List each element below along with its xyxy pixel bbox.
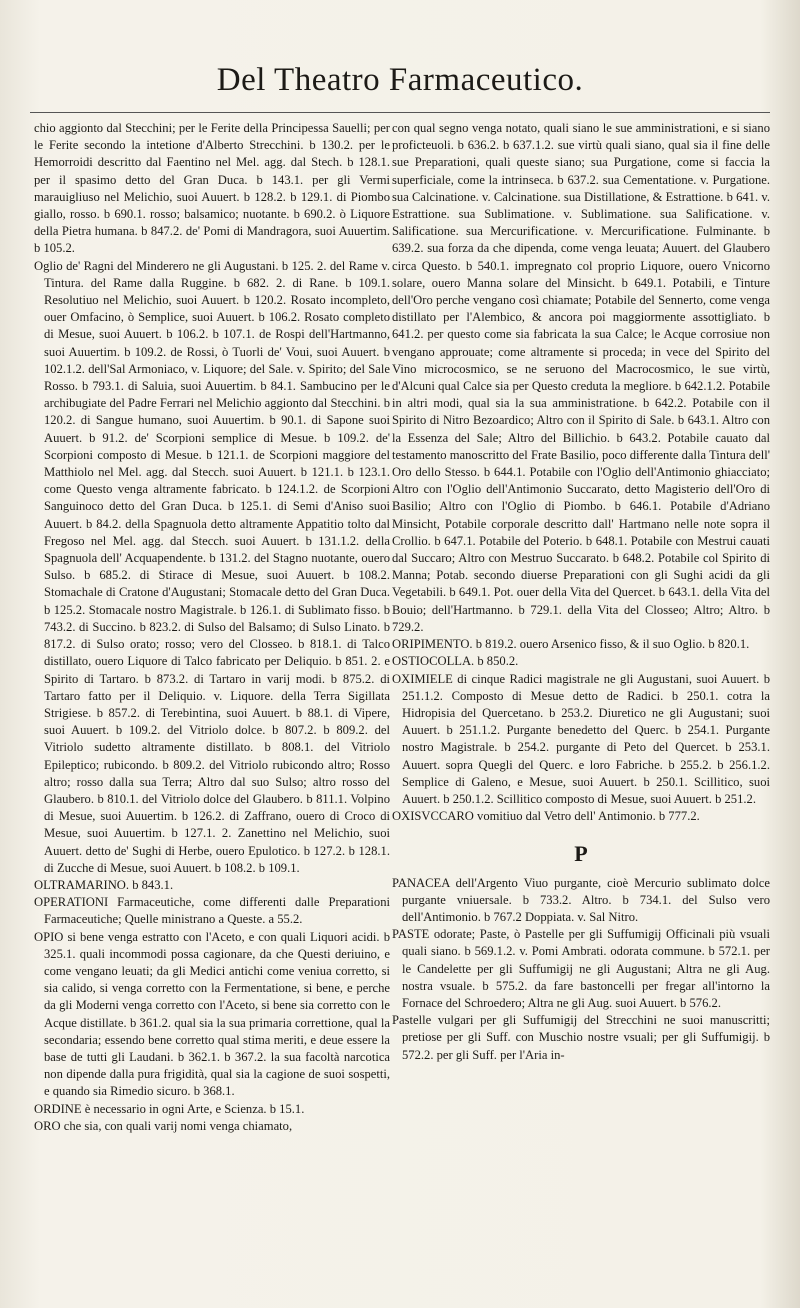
section-letter: P (574, 841, 588, 867)
index-entry: PASTE odorate; Paste, ò Pastelle per gli Suffumigij Officinali più vsuali quali siano. b 569.1.2. v. Pomi Ambrati. odorata commune. b 572.1. per le Candelette per gli Suffumigij ne gli Augustani; Altra ne gli Aug. nostra vsuale. b 575.2. da fare bastoncelli per fregar all'intorno la Fornace del Schroedero; Altra ne gli Aug. suoi Auuert. b 576.2. (392, 927, 770, 1010)
index-entry: OPERATIONI Farmaceutiche, come differenti dalle Preparationi Farmaceutiche; Quelle ministrano a Queste. a 55.2. (34, 895, 390, 927)
left-column (34, 120, 390, 1300)
page-title: Del Theatro Farmaceutico. (216, 62, 584, 98)
index-entry: Oglio de' Ragni del Minderero ne gli Augustani. b 125. 2. del Rame v. Tintura. del Rame dalla Ruggine. b 682. 2. di Rane. b 109.1. Resolutiuo nel Melichio, suoi Auuert. b 120.2. Rosato incompleto, ouer Omfacino, ò Semplice, suoi Auuert. b 106.2. Rosato completo di Mesue, suoi Auuert. b 106.2. b 107.1. de Rospi dell'Hartmanno, suoi Auuertim. b 109.2. de Rossi, ò Tuorli de' Voui, suoi Auuert. b 102.1.2. dell'Sal Armoniaco, v. Liquore; del Sale. v. Spirito; del Sale Rosso. b 793.1. di Saluia, suoi Auuertim. b 84.1. Sambucino per le archibugiate del Padre Ferrari nel Melichio aggionto dal Stecchini. b 120.2. di Sangue humano, suoi Auuertim. b 90.1. di Sapone suoi Auuert. b 91.2. de' Scorpioni semplice di Mesue. b 109.2. de' Scorpioni composto di Mesue. b 121.1. de Scorpioni maggiore del Matthiolo nel Mel. agg. dal Stecch. suoi Auuert. b 121.1. b 123.1. come Questo venga altramente fabricato. b 124.1.2. de Scorpioni Sanguinoco detto del Gran Duca. b 125.1. di Semi d'Aniso suoi Auuert. b 84.2. della Spagnuola detto altramente Appatitio tolto dal Fregoso nel Mel. agg. dal Stecch. suoi Auuert. b 131.1.2. della Spagnuola dell' Acquapendente. b 131.2. del Stagno nuotante, ouero Sulso. b 685.2. di Stirace di Mesue, suoi Auuert. b 108.2. Stomachale di Cratone d'Augustani; Stomacale detto del Gran Duca. b 125.2. Stomacale nostro Magistrale. b 126.1. di Sublimato fisso. b 743.2. di Succino. b 823.2. di Sulso del Balsamo; di Sulso Linato. b 817.2. di Sulso orato; rosso; vero del Closseo. b 818.1. di Talco distillato, ouero Liquore di Talco fabricato per Deliquio. b 851. 2. e Spirito di Tartaro. b 873.2. di Tartaro in varij modi. b 875.2. di Tartaro fatto per il Deliquio. v. Liquore. della Terra Sigillata Strigiese. b 857.2. di Terebintina, suoi Auuert. b 88.1. di Vipere, suoi Auuert. b 109.2. del Vitriolo dolce. b 807.2. b 809.2. del Vitriolo sudetto altramente distillato. b 808.1. del Vitriolo Epileptico; rubicondo. b 809.2. del Vitriolo rubicondo altro; Rosso altro; rosso dalla sua Terra; Altro dal suo Sulso; altro rosso del Glaubero. b 810.1. del Vitriolo dolce del Glaubero. b 811.1. Volpino di Mesue, suoi Auuertim. b 126.2. di Zaffrano, ouero di Croco di Mesue, suoi Auuertim. b 127.1. 2. Zanettino nel Melichio, suoi Auuert. detto de' Sughi di Herbe, ouero Epulotico. b 127.2. b 128.1. di Zucche di Mesue, suoi Auuert. b 108.2. b 109.1. (34, 258, 390, 875)
index-entry: ORO che sia, con quali varij nomi venga chiamato, (34, 1118, 293, 1133)
index-entry: con qual segno venga notato, quali siano le sue amministrationi, e si siano proficteuoli. b 636.2. b 637.1.2. sue virtù quali siano, qual sia il fine delle sue Preparationi, quali queste siano; sua Purgatione, come si faccia la superficiale, come la intrinseca. b 637.2. sua Cementatione. v. Purgatione. sua Calcinatione. v. Calcinatione. sua Distillatione, & Estrattione. b 641. v. Estrattione. sua Sublimatione. v. Sublimatione. sua Salificatione. v. Salificatione. sua Mercurificatione. v. Mercurificatione. Fulminante. b 639.2. sua forza da che dipenda, come venga leuata; Auuert. del Glaubero circa Questo. b 540.1. impregnato col proprio Liquore, ouero Vnicorno solare, ouero Manna solare del Minsicht. b 649.1. Potabili, e Tinture dell'Oro perche vengano così chiamate; Potabile del Sennerto, come venga distillato per l'Alembico, & ancora poi maggiormente assottigliato. b 641.2. per questo come sia fabricata la sua Calce; le Acque corrosiue non vengano approuate; come altramente si proceda; in vece del Spirito del Vino microcosmico, se ne seruono del Macrocosmico, le sue virtù, d'Alcuni qual Calce sia per Questo creduta la megliore. b 642.1.2. Potabile in altri modi, qual sia la sua amministratione. b 642.2. Potabile con il Spirito di Nitro Bezoardico; Altro con il Spirito di Sale. b 643.1. Altro con la Essenza del Sale; Altro del Billichio. b 643.2. Potabile cauato dal testamento manoscritto del Frate Basilio, poco differente dalla Tintura dell' Oro dello Stesso. b 644.1. Potabile con l'Oglio dell'Antimonio ghiacciato; Altro con l'Oglio dell'Antimonio Succarato, detto Magisterio dell'Oro di Basilio; Altro con l'Oglio di Piombo. b 646.1. Potabile d'Adriano Minsicht, Potabile corporale descritto dall' Hartmano nelle note sopra il Crollio. b 647.1. Potabile del Poterio. b 648.1. Potabile con Mestrui cauati dal Succaro; Altro con Mestruo Succarato. b 648.2. Potabile col Spirito di Manna; Potab. secondo diuerse Preparationi con gli Sughi acidi da gli Vegetabili. b 649.1. Pot. ouer della Vita del Quercet. b 643.1. della Vita del Bouio; dell'Hartmanno. b 729.1. della Vita del Closseo; Altro; Altro. b 729.2. (392, 121, 770, 634)
index-entry: OSTIOCOLLA. b 850.2. (392, 654, 519, 669)
index-entry: chio aggionto dal Stecchini; per le Ferite della Principessa Sauelli; per le Ferite secondo la intetione d'Alberto Strecchini. b 130.2. per le Hemorroidi descritto dal Faentino nel Mel. agg. dal Stech. b 128.1. per il spasimo detto del Gran Duca. b 143.1. per gli Vermi marauigliuso nel Melichio, suoi Auuert. b 128.2. b 129.1. di Piombo giallo, rosso. b 690.1. rosso; balsamico; nuotante. b 690.2. ò Liquore della Pietra humana. b 847.2. de' Pomi di Mandragora, suoi Auuertim. b 105.2. (34, 121, 390, 256)
right-column (392, 120, 770, 1300)
index-entry: OXIMIELE di cinque Radici magistrale ne gli Augustani, suoi Auuert. b 251.1.2. Composto di Mesue detto de Radici. b 250.1. cotra la Hidropisia del Quercetano. b 253.2. Diuretico ne gli Augustani; suoi Auuert. b 251.1.2. Purgante benedetto del Querc. b 254.1. Purgante nostro Magistrale. b 254.2. purgante di Peto del Quercet. b 253.1. Auuert. sopra Quegli del Querc. e loro Fabriche. b 255.2. b 256.1.2. Semplice di Galeno, e Mesue, suoi Auuert. b 250.1. Scillitico, suoi Auuert. b 250.1.2. Scillitico composto di Mesue, suoi Auuert. b 251.2. (392, 671, 770, 806)
index-entry: OLTRAMARINO. b 843.1. (34, 877, 174, 892)
index-entry: OPIO si bene venga estratto con l'Aceto, e con quali Liquori acidi. b 325.1. quali incommodi possa cagionare, da che Questi deriuino, e come vengano leuati; da gli Medici antichi come veniua corretto, si sia calido, si venga corretto con la Fermentatione, si bene, e perche da gli Moderni venga corretto con l'Aceto, si bene sia corretto con le Acque distillate. b 361.2. qual sia la sua primaria correttione, qual la secondaria; essendo bene corretto qual stima meriti, e deue essere la base de tutti gli Laudani. b 362.1. b 367.2. la sua facoltà narcotica non dipende dalla pura frigidità, qual sia la cagione de suoi sospetti, e quando sia Rimedio sicuro. b 368.1. (34, 929, 390, 1099)
index-entry: OXISVCCARO vomitiuo dal Vetro dell' Antimonio. b 777.2. (392, 809, 700, 824)
index-entry: ORIPIMENTO. b 819.2. ouero Arsenico fisso, & il suo Oglio. b 820.1. (392, 637, 750, 652)
index-entry: PANACEA dell'Argento Viuo purgante, cioè Mercurio sublimato dolce purgante vniuersale. b 733.2. Altro. b 734.1. del Sulso vero dell'Antimonio. b 767.2 Doppiata. v. Sal Nitro. (392, 875, 770, 924)
index-entry: ORDINE è necessario in ogni Arte, e Scienza. b 15.1. (34, 1101, 305, 1116)
index-entry: Pastelle vulgari per gli Suffumigij del Strecchini ne suoi manuscritti; pretiose per gli Suff. con Muschio nostre vsuali; per gli Suffumigij. b 572.2. per gli Suff. per l'Aria in- (392, 1013, 770, 1062)
header-rule (30, 112, 770, 113)
